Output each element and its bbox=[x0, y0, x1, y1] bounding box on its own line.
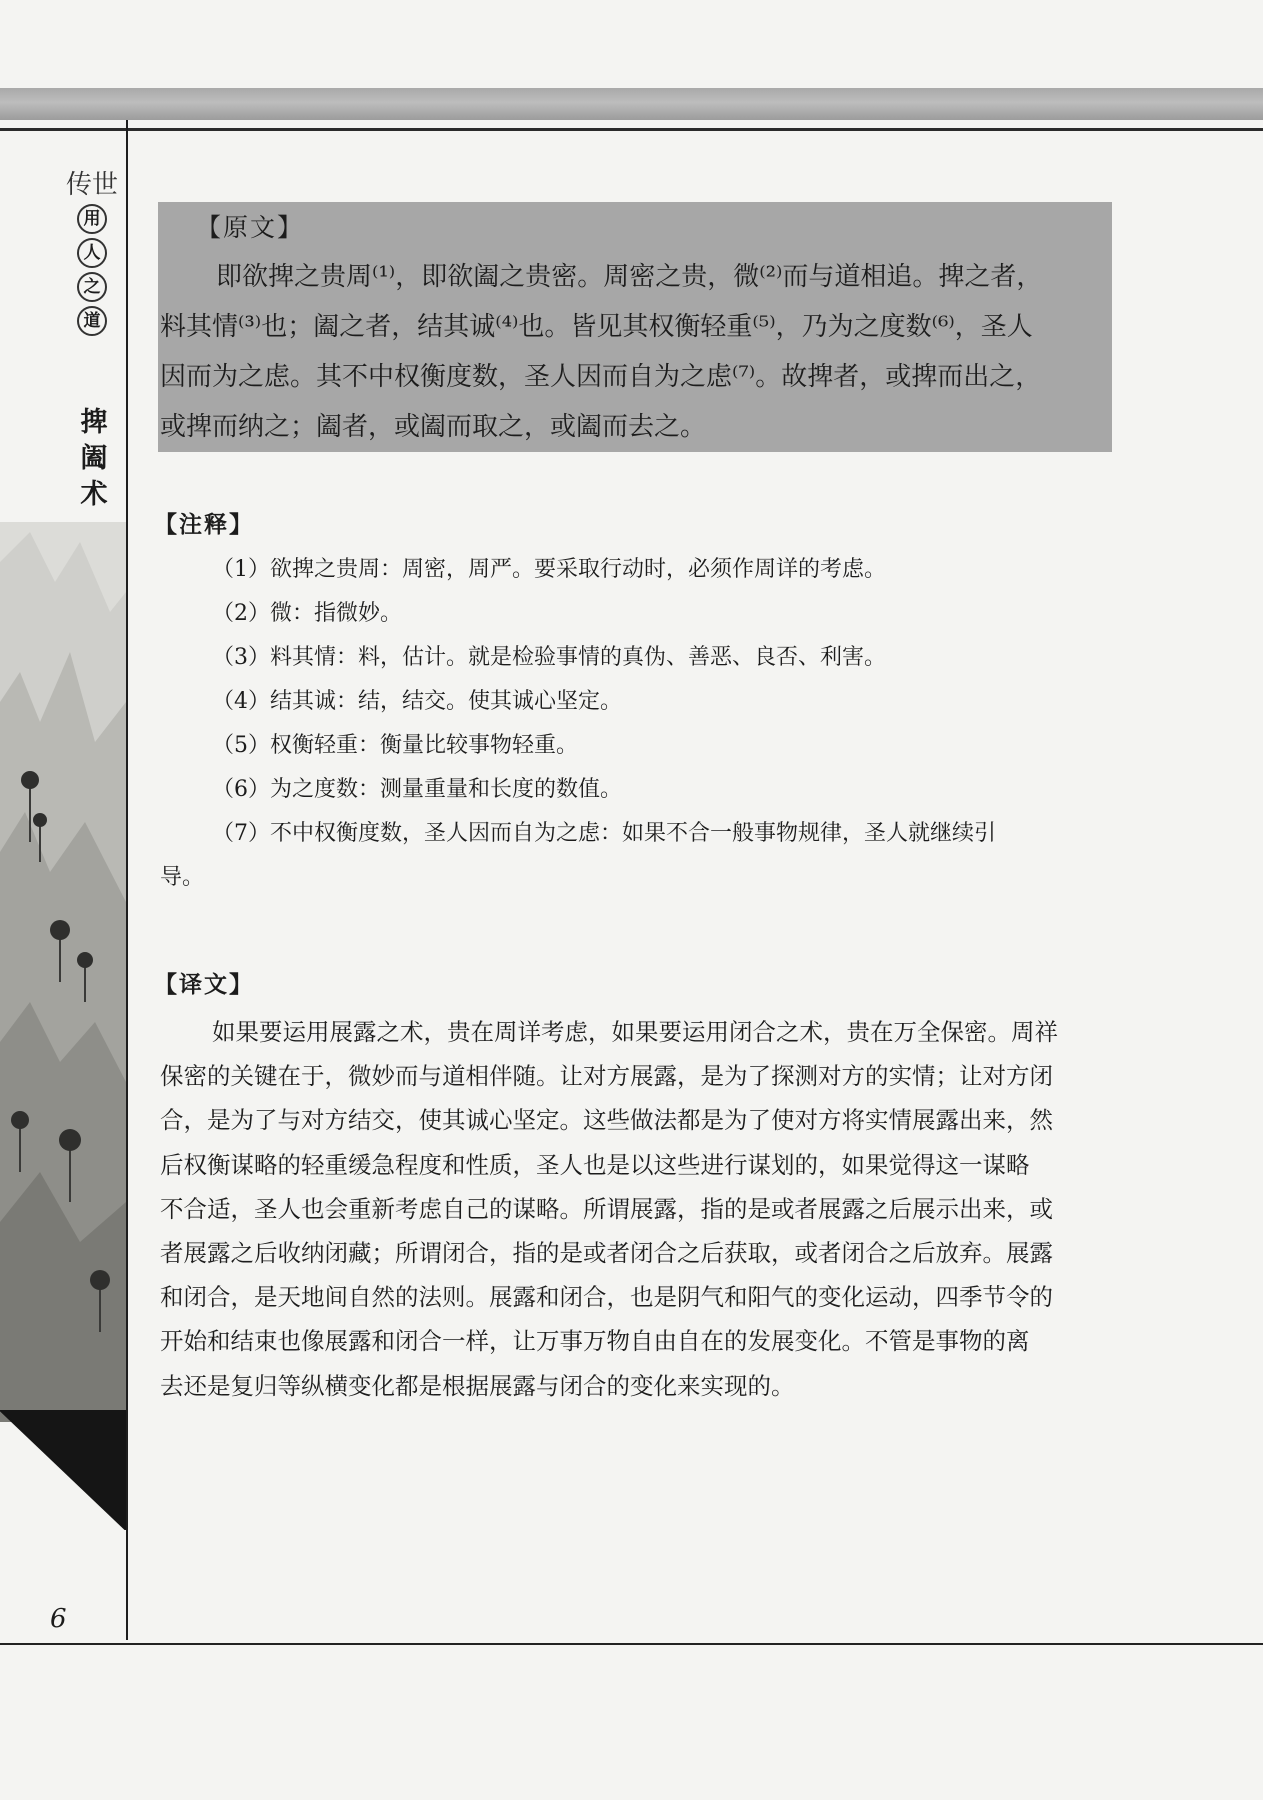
note-item: （5）权衡轻重：衡量比较事物轻重。 bbox=[212, 733, 578, 758]
note-item-continuation: 导。 bbox=[160, 865, 205, 890]
original-line: 因而为之虑。其不中权衡度数，圣人因而自为之虑⁽⁷⁾。故捭者，或捭而出之， bbox=[160, 362, 1042, 392]
page-number: 6 bbox=[50, 1604, 67, 1634]
series-title bbox=[66, 170, 118, 340]
note-item: （3）料其情：料，估计。就是检验事情的真伪、善恶、良否、利害。 bbox=[212, 645, 886, 670]
header-band bbox=[0, 88, 1263, 120]
note-item: （2）微：指微妙。 bbox=[212, 601, 402, 626]
chapter-title-char: 术 bbox=[80, 479, 108, 510]
chapter-title bbox=[72, 405, 116, 513]
note-item: （6）为之度数：测量重量和长度的数值。 bbox=[212, 777, 622, 802]
translation-line: 和闭合，是天地间自然的法则。展露和闭合，也是阴气和阳气的变化运动，四季节令的 bbox=[160, 1283, 1053, 1312]
notes-heading: 【注释】 bbox=[154, 511, 254, 538]
translation-line: 者展露之后收纳闭藏；所谓闭合，指的是或者闭合之后获取，或者闭合之后放弃。展露 bbox=[160, 1239, 1053, 1268]
translation-heading: 【译文】 bbox=[154, 971, 254, 998]
translation-line: 后权衡谋略的轻重缓急程度和性质，圣人也是以这些进行谋划的，如果觉得这一谋略 bbox=[160, 1150, 1030, 1179]
original-heading: 【原文】 bbox=[196, 213, 305, 242]
footer-rule bbox=[0, 1643, 1263, 1645]
translation-line: 保密的关键在于，微妙而与道相伴随。让对方展露，是为了探测对方的实情；让对方闭 bbox=[160, 1062, 1053, 1091]
corner-wedge bbox=[0, 1410, 126, 1530]
translation-line: 不合适，圣人也会重新考虑自己的谋略。所谓展露，指的是或者展露之后展示出来，或 bbox=[160, 1194, 1053, 1223]
translation-line: 如果要运用展露之术，贵在周详考虑，如果要运用闭合之术，贵在万全保密。周祥 bbox=[212, 1018, 1058, 1046]
series-circle-char: 之 bbox=[77, 272, 107, 302]
note-item: （7）不中权衡度数，圣人因而自为之虑：如果不合一般事物规律，圣人就继续引 bbox=[212, 821, 996, 846]
original-line: 料其情⁽³⁾也；阖之者，结其诚⁽⁴⁾也。皆见其权衡轻重⁽⁵⁾，乃为之度数⁽⁶⁾，圣人 bbox=[160, 312, 1033, 342]
series-title-top: 传世 bbox=[66, 170, 119, 200]
series-circle-char: 道 bbox=[77, 306, 107, 336]
chapter-title-char: 捭 bbox=[80, 407, 108, 438]
translation-text bbox=[160, 1010, 1112, 1408]
series-circle-char: 用 bbox=[77, 204, 107, 234]
original-text bbox=[160, 252, 1110, 452]
translation-line: 合，是为了与对方结交，使其诚心坚定。这些做法都是为了使对方将实情展露出来，然 bbox=[160, 1106, 1053, 1135]
original-line: 即欲捭之贵周⁽¹⁾，即欲阖之贵密。周密之贵，微⁽²⁾而与道相追。捭之者， bbox=[216, 262, 1043, 292]
chapter-title-char: 阖 bbox=[80, 443, 108, 474]
sidebar-divider bbox=[126, 120, 128, 1640]
translation-line: 开始和结束也像展露和闭合一样，让万事万物自由自在的发展变化。不管是事物的离 bbox=[160, 1327, 1030, 1356]
notes-list bbox=[160, 548, 1112, 900]
landscape-painting bbox=[0, 522, 126, 1422]
translation-line: 去还是复归等纵横变化都是根据展露与闭合的变化来实现的。 bbox=[160, 1371, 795, 1400]
series-circle-char: 人 bbox=[77, 238, 107, 268]
original-line: 或捭而纳之；阖者，或阖而取之，或阖而去之。 bbox=[160, 412, 707, 442]
header-rule bbox=[0, 128, 1263, 131]
note-item: （4）结其诚：结，结交。使其诚心坚定。 bbox=[212, 689, 622, 714]
note-item: （1）欲捭之贵周：周密，周严。要采取行动时，必须作周详的考虑。 bbox=[212, 557, 886, 582]
